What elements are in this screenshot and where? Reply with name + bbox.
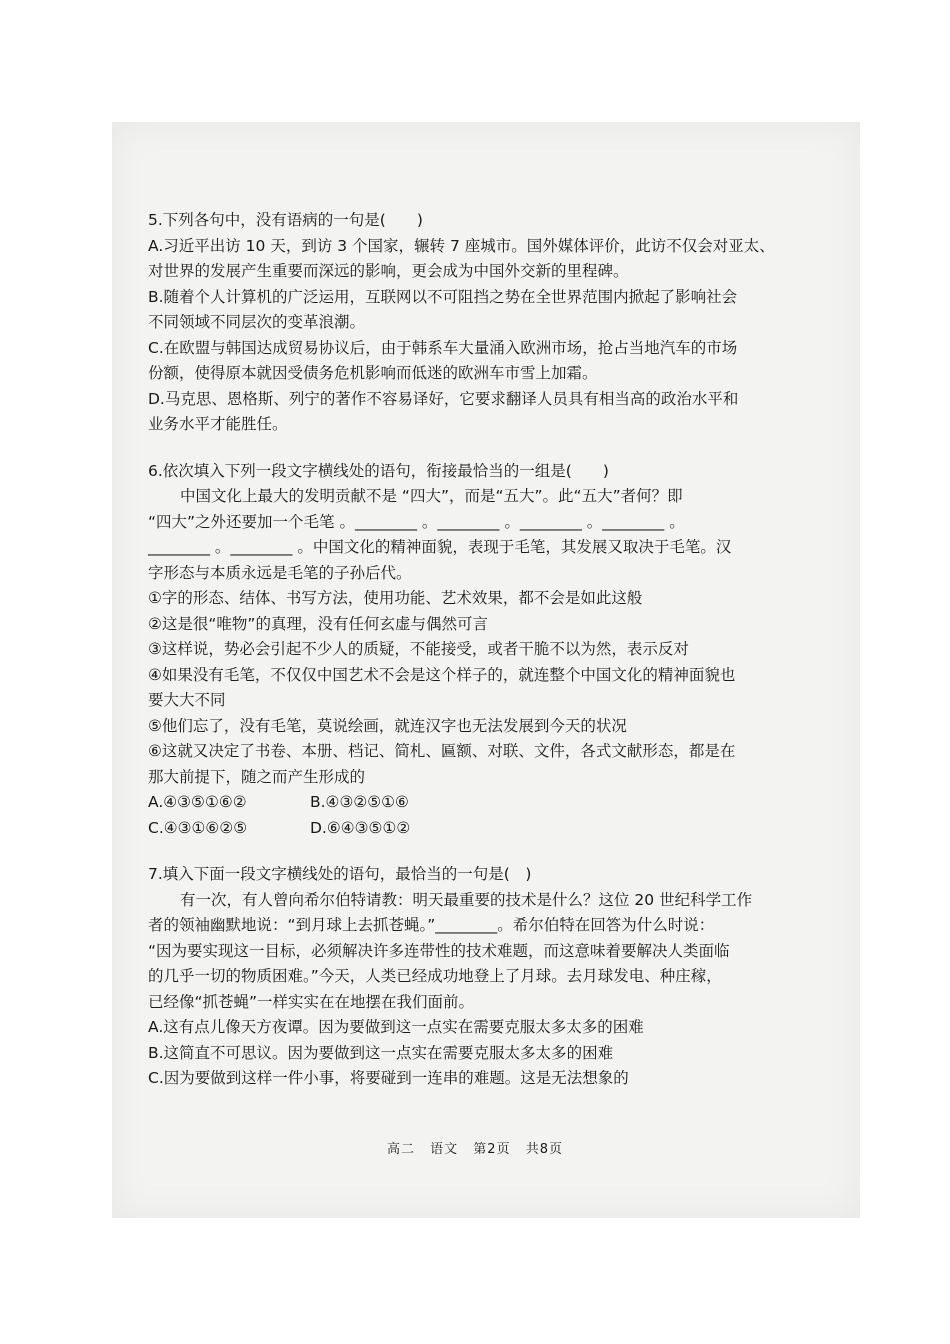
question-6 — [148, 459, 770, 842]
question-7-passage: 有一次，有人曾向希尔伯特请教：明天最重要的技术是什么？这位 20 世纪科学工作 — [180, 890, 753, 909]
question-5-line: 不同领域不同层次的变革浪潮。 — [148, 313, 366, 331]
question-7-option: A.这有点儿像天方夜谭。因为要做到这一点实在需要克服太多太多的困难 — [148, 1018, 644, 1036]
option-a: A.④③⑤①⑥② — [148, 793, 247, 811]
question-5-line: D.马克思、恩格斯、列宁的著作不容易译好，它要求翻译人员具有相当高的政治水平和 — [148, 389, 739, 408]
question-7-passage: 的几乎一切的物质困难。”今天，人类已经成功地登上了月球。去月球发电、种庄稼， — [148, 967, 722, 985]
question-5-line: B.随着个人计算机的广泛运用，互联网以不可阻挡之势在全世界范围内掀起了影响社会 — [148, 287, 738, 306]
question-6-stem: 6.依次填入下列一段文字横线处的语句，衔接最恰当的一组是( ) — [148, 461, 609, 480]
question-5-line: 份额，使得原本就因受债务危机影响而低迷的欧洲车市雪上加霜。 — [148, 364, 598, 382]
question-6-item: ④如果没有毛笔，不仅仅中国艺术不会是这个样子的，就连整个中国文化的精神面貌也 — [148, 665, 736, 684]
option-d: D.⑥④③⑤①② — [310, 818, 411, 837]
question-6-item: ⑥这就又决定了书卷、本册、档记、简札、匾额、对联、文件，各式文献形态，都是在 — [148, 742, 736, 760]
question-6-passage: 字形态与本质永远是毛笔的子孙后代。 — [148, 563, 412, 582]
footer-page: 第2页 — [473, 1142, 511, 1157]
question-7 — [148, 862, 770, 1092]
question-5-line: 业务水平才能胜任。 — [148, 415, 288, 433]
footer-total: 共8页 — [525, 1142, 563, 1157]
question-5-stem: 5.下列各句中，没有语病的一句是( ) — [148, 211, 423, 229]
question-7-option: B.这简直不可思议。因为要做到这一点实在需要克服太多太多的困难 — [148, 1043, 614, 1062]
page-footer — [0, 1138, 950, 1157]
question-5-line: 对世界的发展产生重要而深远的影响，更会成为中国外交新的里程碑。 — [148, 262, 629, 280]
question-6-item: 那大前提下，随之而产生形成的 — [148, 767, 366, 786]
question-6-options-row — [148, 816, 770, 842]
question-7-stem: 7.填入下面一段文字横线处的语句，最恰当的一句是( ) — [148, 865, 532, 883]
question-6-passage: “四大”之外还要加一个毛笔 。________ 。________ 。________ 。________ 。 — [148, 512, 685, 531]
question-5-line: A.习近平出访 10 天，到访 3 个国家，辗转 7 座城市。国外媒体评价，此访不仅会对亚太、 — [148, 236, 775, 255]
exam-content — [148, 208, 775, 1092]
question-6-item: ①字的形态、结体、书写方法，使用功能、艺术效果，都不会是如此这般 — [148, 589, 643, 607]
option-b: B.④③②⑤①⑥ — [310, 793, 409, 811]
option-c: C.④③①⑥②⑤ — [148, 818, 248, 837]
question-5-line: C.在欧盟与韩国达成贸易协议后，由于韩系车大量涌入欧洲市场，抢占当地汽车的市场 — [148, 338, 738, 357]
question-7-passage: “因为要实现这一目标，必须解决许多连带性的技术难题，而这意味着要解决人类面临 — [148, 941, 730, 960]
question-6-passage: ________ 。________ 。中国文化的精神面貌，表现于毛笔，其发展又取决于毛笔。汉 — [148, 538, 732, 556]
footer-subject: 语文 — [430, 1142, 459, 1157]
question-6-item: 要大大不同 — [148, 691, 226, 709]
question-7-option: C.因为要做到这样一件小事，将要碰到一连串的难题。这是无法想象的 — [148, 1069, 629, 1087]
question-6-options-row — [148, 790, 770, 816]
spacer — [148, 841, 770, 862]
question-6-item: ⑤他们忘了，没有毛笔，莫说绘画，就连汉字也无法发展到今天的状况 — [148, 716, 627, 735]
spacer — [148, 438, 770, 459]
question-6-item: ③这样说，势必会引起不少人的质疑，不能接受，或者干脆不以为然，表示反对 — [148, 640, 689, 658]
footer-grade: 高二 — [386, 1142, 415, 1157]
question-6-passage: 中国文化上最大的发明贡献不是 “四大”，而是“五大”。此“五大”者何？即 — [180, 487, 683, 505]
question-5 — [148, 208, 775, 438]
question-7-passage: 已经像“抓苍蝇”一样实实在在地摆在我们面前。 — [148, 992, 475, 1011]
question-7-passage: 者的领袖幽默地说：“到月球上去抓苍蝇。”________。希尔伯特在回答为什么时说： — [148, 916, 715, 934]
question-6-item: ②这是很“唯物”的真理，没有任何玄虚与偶然可言 — [148, 614, 488, 633]
